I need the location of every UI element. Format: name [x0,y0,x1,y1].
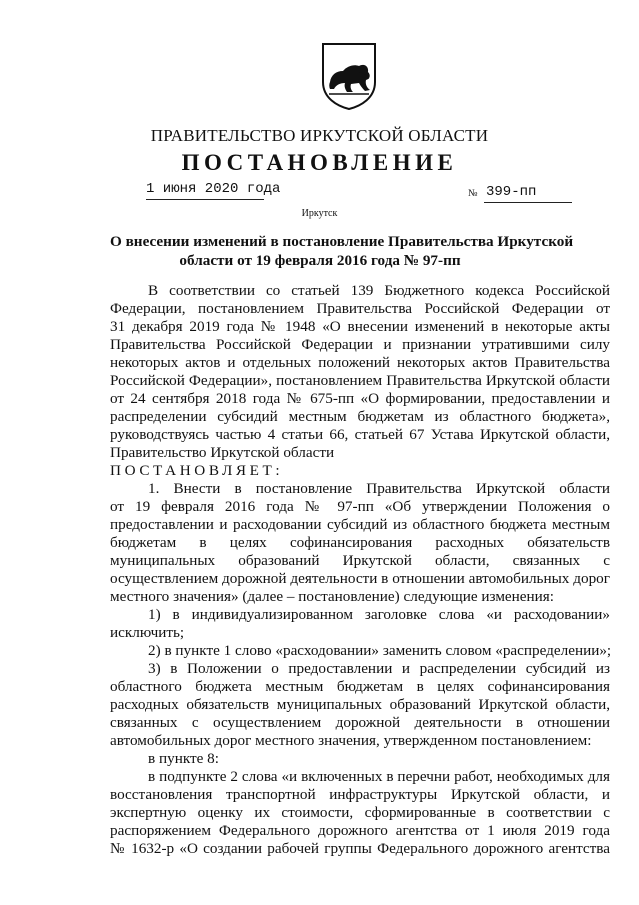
body-line: расходных обязательств муниципальных образований Иркутской области, [110,696,610,713]
body-line: областного бюджета местным бюджетам в целях софинансирования [110,678,610,695]
body-line: 1) в индивидуализированном заголовке слова «и расходовании» [148,606,610,623]
coat-of-arms-emblem [321,42,377,110]
body-line: 3) в Положении о предоставлении и распределении субсидий из [148,660,610,677]
body-line: Федерации, постановлением Правительства Российской Федерации от [110,300,610,317]
body-line: руководствуясь частью 4 статьи 66, статьей 67 Устава Иркутской области, [110,426,610,443]
body-line: осуществлением дорожной деятельности в отношении автомобильных дорог [110,570,610,587]
document-date: 1 июня 2020 года [146,181,281,197]
body-line: Правительства Российской Федерации и признании утратившими силу [110,336,610,353]
body-line: связанных с осуществлением дорожной деятельности в отношении [110,714,610,731]
body-line: № 1632-р «О создании рабочей группы Федерального дорожного агентства [110,840,610,857]
body-line: распределении субсидий местным бюджетам из областного бюджета», [110,408,610,425]
body-line: в пункте 8: [148,750,219,767]
number-sign: № [468,188,478,199]
title-line: области от 19 февраля 2016 года № 97-пп [179,252,461,269]
document-body [110,282,610,858]
body-line: 1. Внести в постановление Правительства Иркутской области [148,480,610,497]
title-line: О внесении изменений в постановление Правительства Иркутской [110,233,574,250]
body-line: предоставлении и расходовании субсидий из областного бюджета местным [110,516,610,533]
body-line: распоряжением Федерального дорожного агентства от 1 июля 2019 года [110,822,610,839]
body-line: некоторых актов и отдельных положений некоторых актов Правительства [110,354,610,371]
body-line: восстановления транспортной инфраструктуры Иркутской области, и [110,786,610,803]
body-line: экспертную оценку их стоимости, сформированные в соответствии с [110,804,610,821]
document-number: 399-пп [486,184,537,200]
body-line: местного значения» (далее – постановление) следующие изменения: [110,588,554,605]
body-line: Правительство Иркутской области [110,444,335,461]
resolves-heading: ПОСТАНОВЛЯЕТ: [110,462,284,479]
body-line: в подпункте 2 слова «и включенных в перечни работ, необходимых для [148,768,610,785]
date-underline [146,199,264,200]
document-type: ПОСТАНОВЛЕНИЕ [181,150,458,175]
authority-name: ПРАВИТЕЛЬСТВО ИРКУТСКОЙ ОБЛАСТИ [150,126,489,145]
document-title [110,232,574,270]
body-line: от 19 февраля 2016 года № 97-пп «Об утверждении Положения о [110,498,610,515]
body-line: 31 декабря 2019 года № 1948 «О внесении изменений в некоторые акты [110,318,610,335]
body-line: автомобильных дорог местного значения, утвержденном постановлением: [110,732,592,749]
body-line: Российской Федерации», постановлением Правительства Иркутской области [110,372,610,389]
body-line: муниципальных образований Иркутской области, связанных с [110,552,610,569]
body-line: В соответствии со статьей 139 Бюджетного кодекса Российской [148,282,610,299]
body-line: исключить; [110,624,185,641]
body-line: 2) в пункте 1 слово «расходовании» заменить словом «распределении»; [148,642,612,659]
body-line: бюджетам в целях софинансирования расходных обязательств [110,534,610,551]
body-line: от 24 сентября 2018 года № 675-пп «О формировании, предоставлении и [110,390,610,407]
city-name: Иркутск [301,208,338,219]
number-underline [484,202,572,203]
